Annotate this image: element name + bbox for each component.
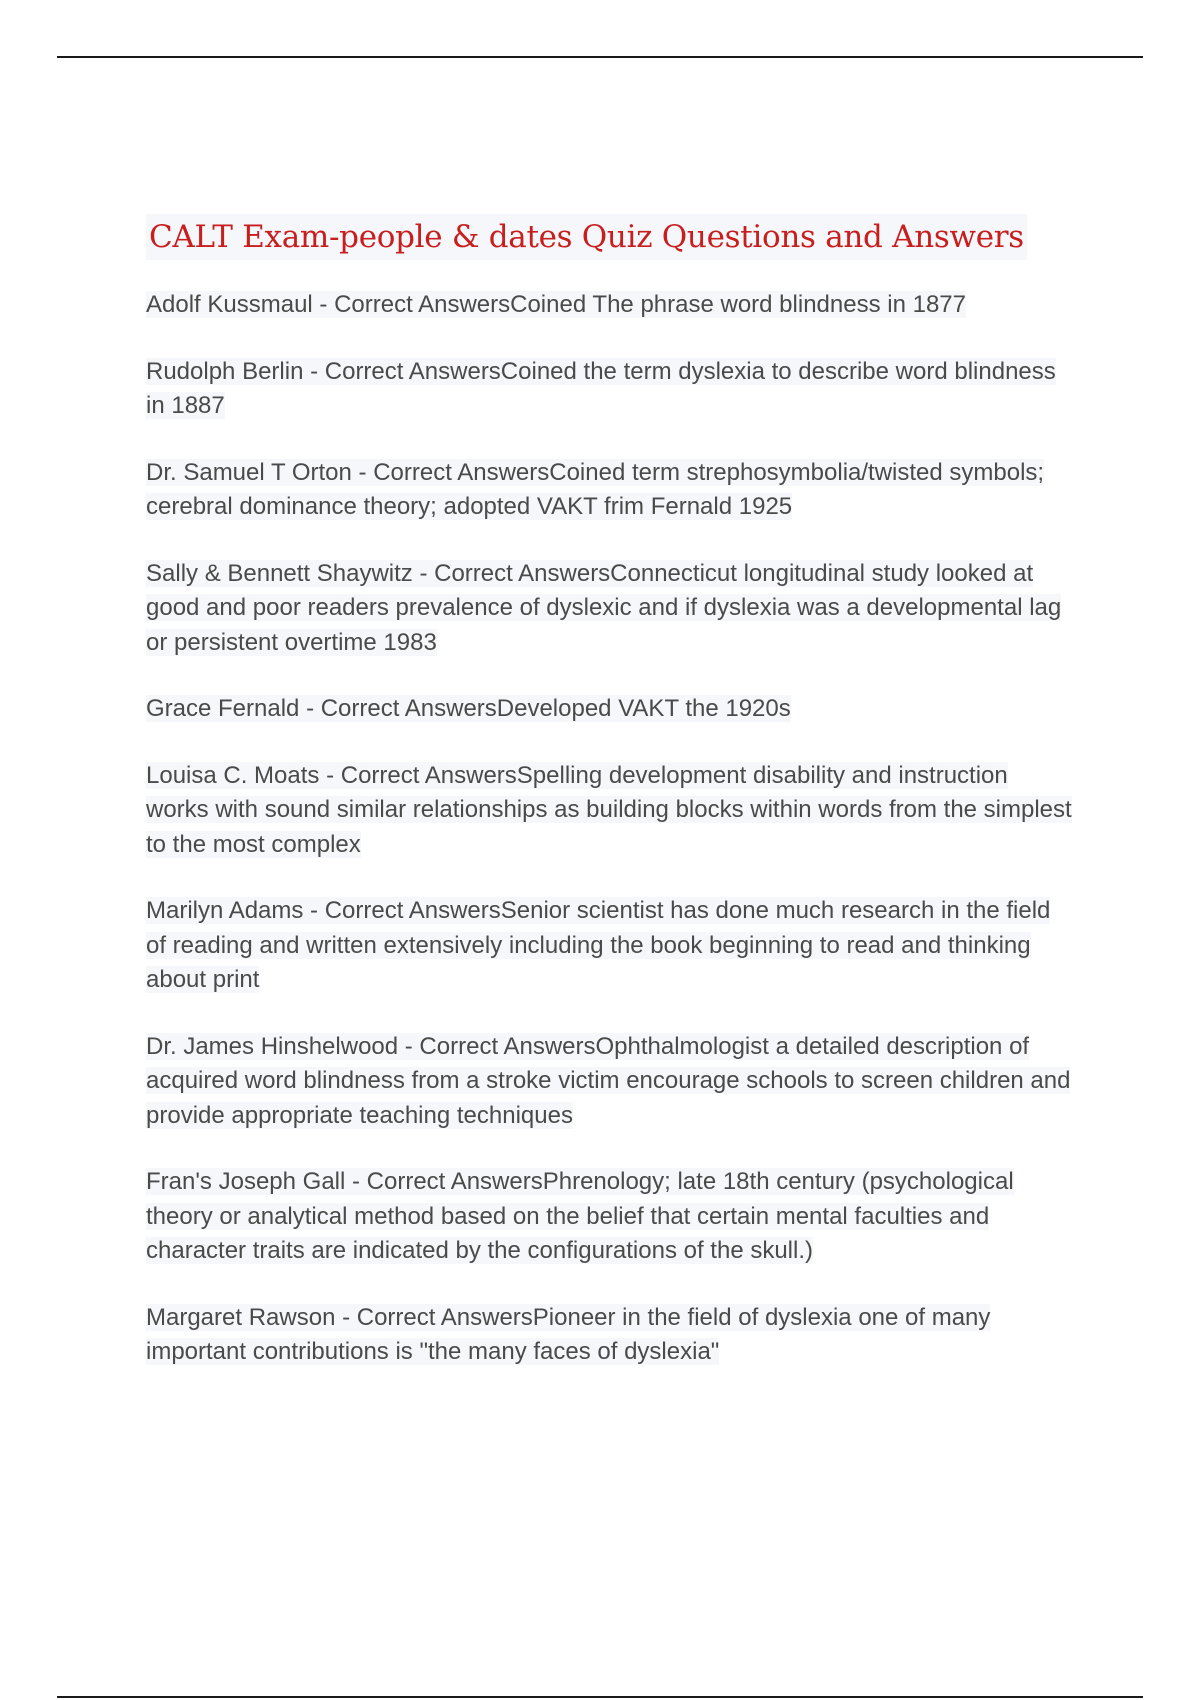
qa-item-text: Louisa C. Moats - Correct AnswersSpelling development disability and instruction works with sound similar relationships as building blocks within words from the simplest to the most complex bbox=[146, 761, 1072, 858]
qa-item bbox=[146, 1301, 1076, 1370]
qa-item-text: Adolf Kussmaul - Correct AnswersCoined The phrase word blindness in 1877 bbox=[146, 291, 966, 318]
document-body bbox=[146, 214, 1076, 1402]
qa-item bbox=[146, 355, 1076, 424]
qa-item-text: Margaret Rawson - Correct AnswersPioneer in the field of dyslexia one of many important contributions is "the many faces of dyslexia" bbox=[146, 1303, 991, 1365]
qa-item bbox=[146, 288, 1076, 323]
qa-item-text: Dr. Samuel T Orton - Correct AnswersCoined term strephosymbolia/twisted symbols; cerebral dominance theory; adopted VAKT frim Fernald 1925 bbox=[146, 458, 1045, 520]
qa-item-text: Fran's Joseph Gall - Correct AnswersPhrenology; late 18th century (psychological theory or analytical method based on the belief that certain mental faculties and character traits are indicated by the configurations of the skull.) bbox=[146, 1168, 1014, 1264]
bottom-rule bbox=[57, 1696, 1143, 1698]
top-rule bbox=[57, 56, 1143, 58]
qa-item bbox=[146, 456, 1076, 525]
qa-item-text: Rudolph Berlin - Correct AnswersCoined the term dyslexia to describe word blindness in 1887 bbox=[146, 357, 1056, 419]
qa-item-text: Dr. James Hinshelwood - Correct AnswersOphthalmologist a detailed description of acquired word blindness from a stroke victim encourage schools to screen children and provide appropriate teaching techniques bbox=[146, 1032, 1071, 1129]
qa-item bbox=[146, 557, 1076, 661]
qa-item-text: Marilyn Adams - Correct AnswersSenior scientist has done much research in the field of reading and written extensively including the book beginning to read and thinking about print bbox=[146, 897, 1051, 993]
qa-item-text: Grace Fernald - Correct AnswersDeveloped VAKT the 1920s bbox=[146, 695, 791, 722]
qa-item bbox=[146, 1165, 1076, 1269]
qa-item bbox=[146, 894, 1076, 998]
qa-item bbox=[146, 1030, 1076, 1134]
document-title: CALT Exam-people & dates Quiz Questions and Answers bbox=[146, 214, 1027, 260]
qa-item bbox=[146, 759, 1076, 863]
qa-item-text: Sally & Bennett Shaywitz - Correct AnswersConnecticut longitudinal study looked at good and poor readers prevalence of dyslexic and if dyslexia was a developmental lag or persistent overtime 1983 bbox=[146, 559, 1062, 656]
qa-item bbox=[146, 692, 1076, 727]
qa-list bbox=[146, 288, 1076, 1370]
